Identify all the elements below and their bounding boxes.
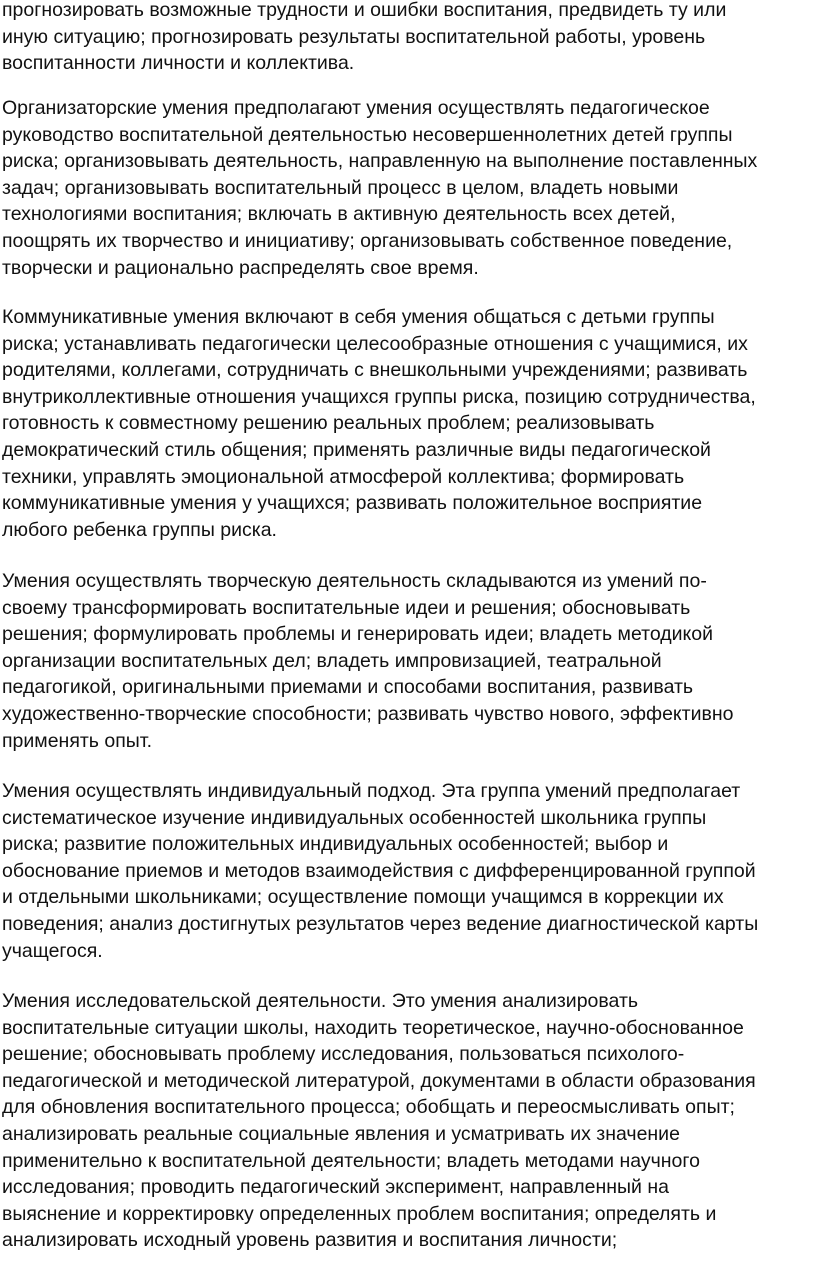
text-line: применительно к воспитательной деятельности; владеть методами научного [2,1149,700,1172]
text-line: иную ситуацию; прогнозировать результаты воспитательной работы, уровень [2,25,706,48]
text-line: для обновления воспитательного процесса; обобщать и переосмысливать опыт; [2,1096,735,1119]
paragraph-communicative-skills [2,304,756,543]
text-line: решения; формулировать проблемы и генерировать идеи; владеть методикой [2,623,714,646]
paragraph-organizational-skills [2,95,757,281]
text-line: творчески и рационально распределять свое время. [2,256,479,279]
text-line: Умения осуществлять творческую деятельность складываются из умений по- [2,570,707,592]
text-line: применять опыт. [2,729,152,752]
text-line: анализировать реальные социальные явления и усматривать их значение [2,1122,680,1145]
text-line: демократический стиль общения; применять различные виды педагогической [2,438,711,461]
text-line: анализировать исходный уровень развития и воспитания личности; [2,1229,618,1252]
text-line: исследования; проводить педагогический эксперимент, направленный на [2,1176,669,1199]
text-line: задач; организовывать воспитательный процесс в целом, владеть новыми [2,176,679,199]
text-line: риска; устанавливать педагогически целесообразные отношения с учащимися, их [2,332,748,355]
text-line: техники, управлять эмоциональной атмосферой коллектива; формировать [2,465,685,488]
text-line: руководство воспитательной деятельностью несовершеннолетних детей группы [2,123,733,146]
text-line: художественно-творческие способности; развивать чувство нового, эффективно [2,702,734,725]
text-line: риска; организовывать деятельность, направленную на выполнение поставленных [2,150,758,173]
paragraph-research-skills [2,988,756,1254]
text-line: риска; развитие положительных индивидуальных особенностей; выбор и [2,833,669,856]
text-line: поведения; анализ достигнутых результатов через ведение диагностической карты [2,912,759,935]
text-line: воспитанности личности и коллектива. [2,52,355,75]
text-line: коммуникативные умения у учащихся; развивать положительное восприятие [2,492,703,515]
text-line: Коммуникативные умения включают в себя умения общаться с детьми группы [2,306,715,328]
text-line: учащегося. [2,939,103,962]
text-line: обоснование приемов и методов взаимодействия с дифференцированной группой [2,859,756,882]
text-line: решение; обосновывать проблему исследования, пользоваться психолого- [2,1043,685,1066]
text-line: своему трансформировать воспитательные идеи и решения; обосновывать [2,596,691,619]
text-line: прогнозировать возможные трудности и ошибки воспитания, предвидеть ту или [2,0,727,21]
text-line: Умения исследовательской деятельности. Это умения анализировать [2,990,639,1012]
text-line: технологиями воспитания; включать в активную деятельность всех детей, [2,203,676,226]
text-line: педагогической и методической литературой, документами в области образования [2,1069,756,1092]
text-line: Умения осуществлять индивидуальный подход. Эта группа умений предполагает [2,780,741,802]
text-line: родителями, коллегами, сотрудничать с внешкольными учреждениями; развивать [2,359,748,382]
text-line: воспитательные ситуации школы, находить теоретическое, научно-обоснованное [2,1016,744,1039]
text-line: выяснение и корректировку определенных проблем воспитания; определять и [2,1202,717,1225]
paragraph-creative-skills [2,568,733,754]
text-line: систематическое изучение индивидуальных особенностей школьника группы [2,806,707,829]
paragraph-individual-approach [2,778,758,964]
text-line: поощрять их творчество и инициативу; организовывать собственное поведение, [2,229,733,252]
text-line: организации воспитательных дел; владеть импровизацией, театральной [2,649,662,672]
text-line: педагогикой, оригинальными приемами и способами воспитания, развивать [2,676,694,699]
text-line: внутриколлективные отношения учащихся группы риска, позицию сотрудничества, [2,385,756,408]
text-line: Организаторские умения предполагают умения осуществлять педагогическое [2,97,710,119]
paragraph-forecasting [2,0,726,77]
text-line: готовность к совместному решению реальных проблем; реализовывать [2,412,655,435]
text-line: и отдельными школьниками; осуществление помощи учащимся в коррекции их [2,886,724,909]
text-line: любого ребенка группы риска. [2,518,277,541]
